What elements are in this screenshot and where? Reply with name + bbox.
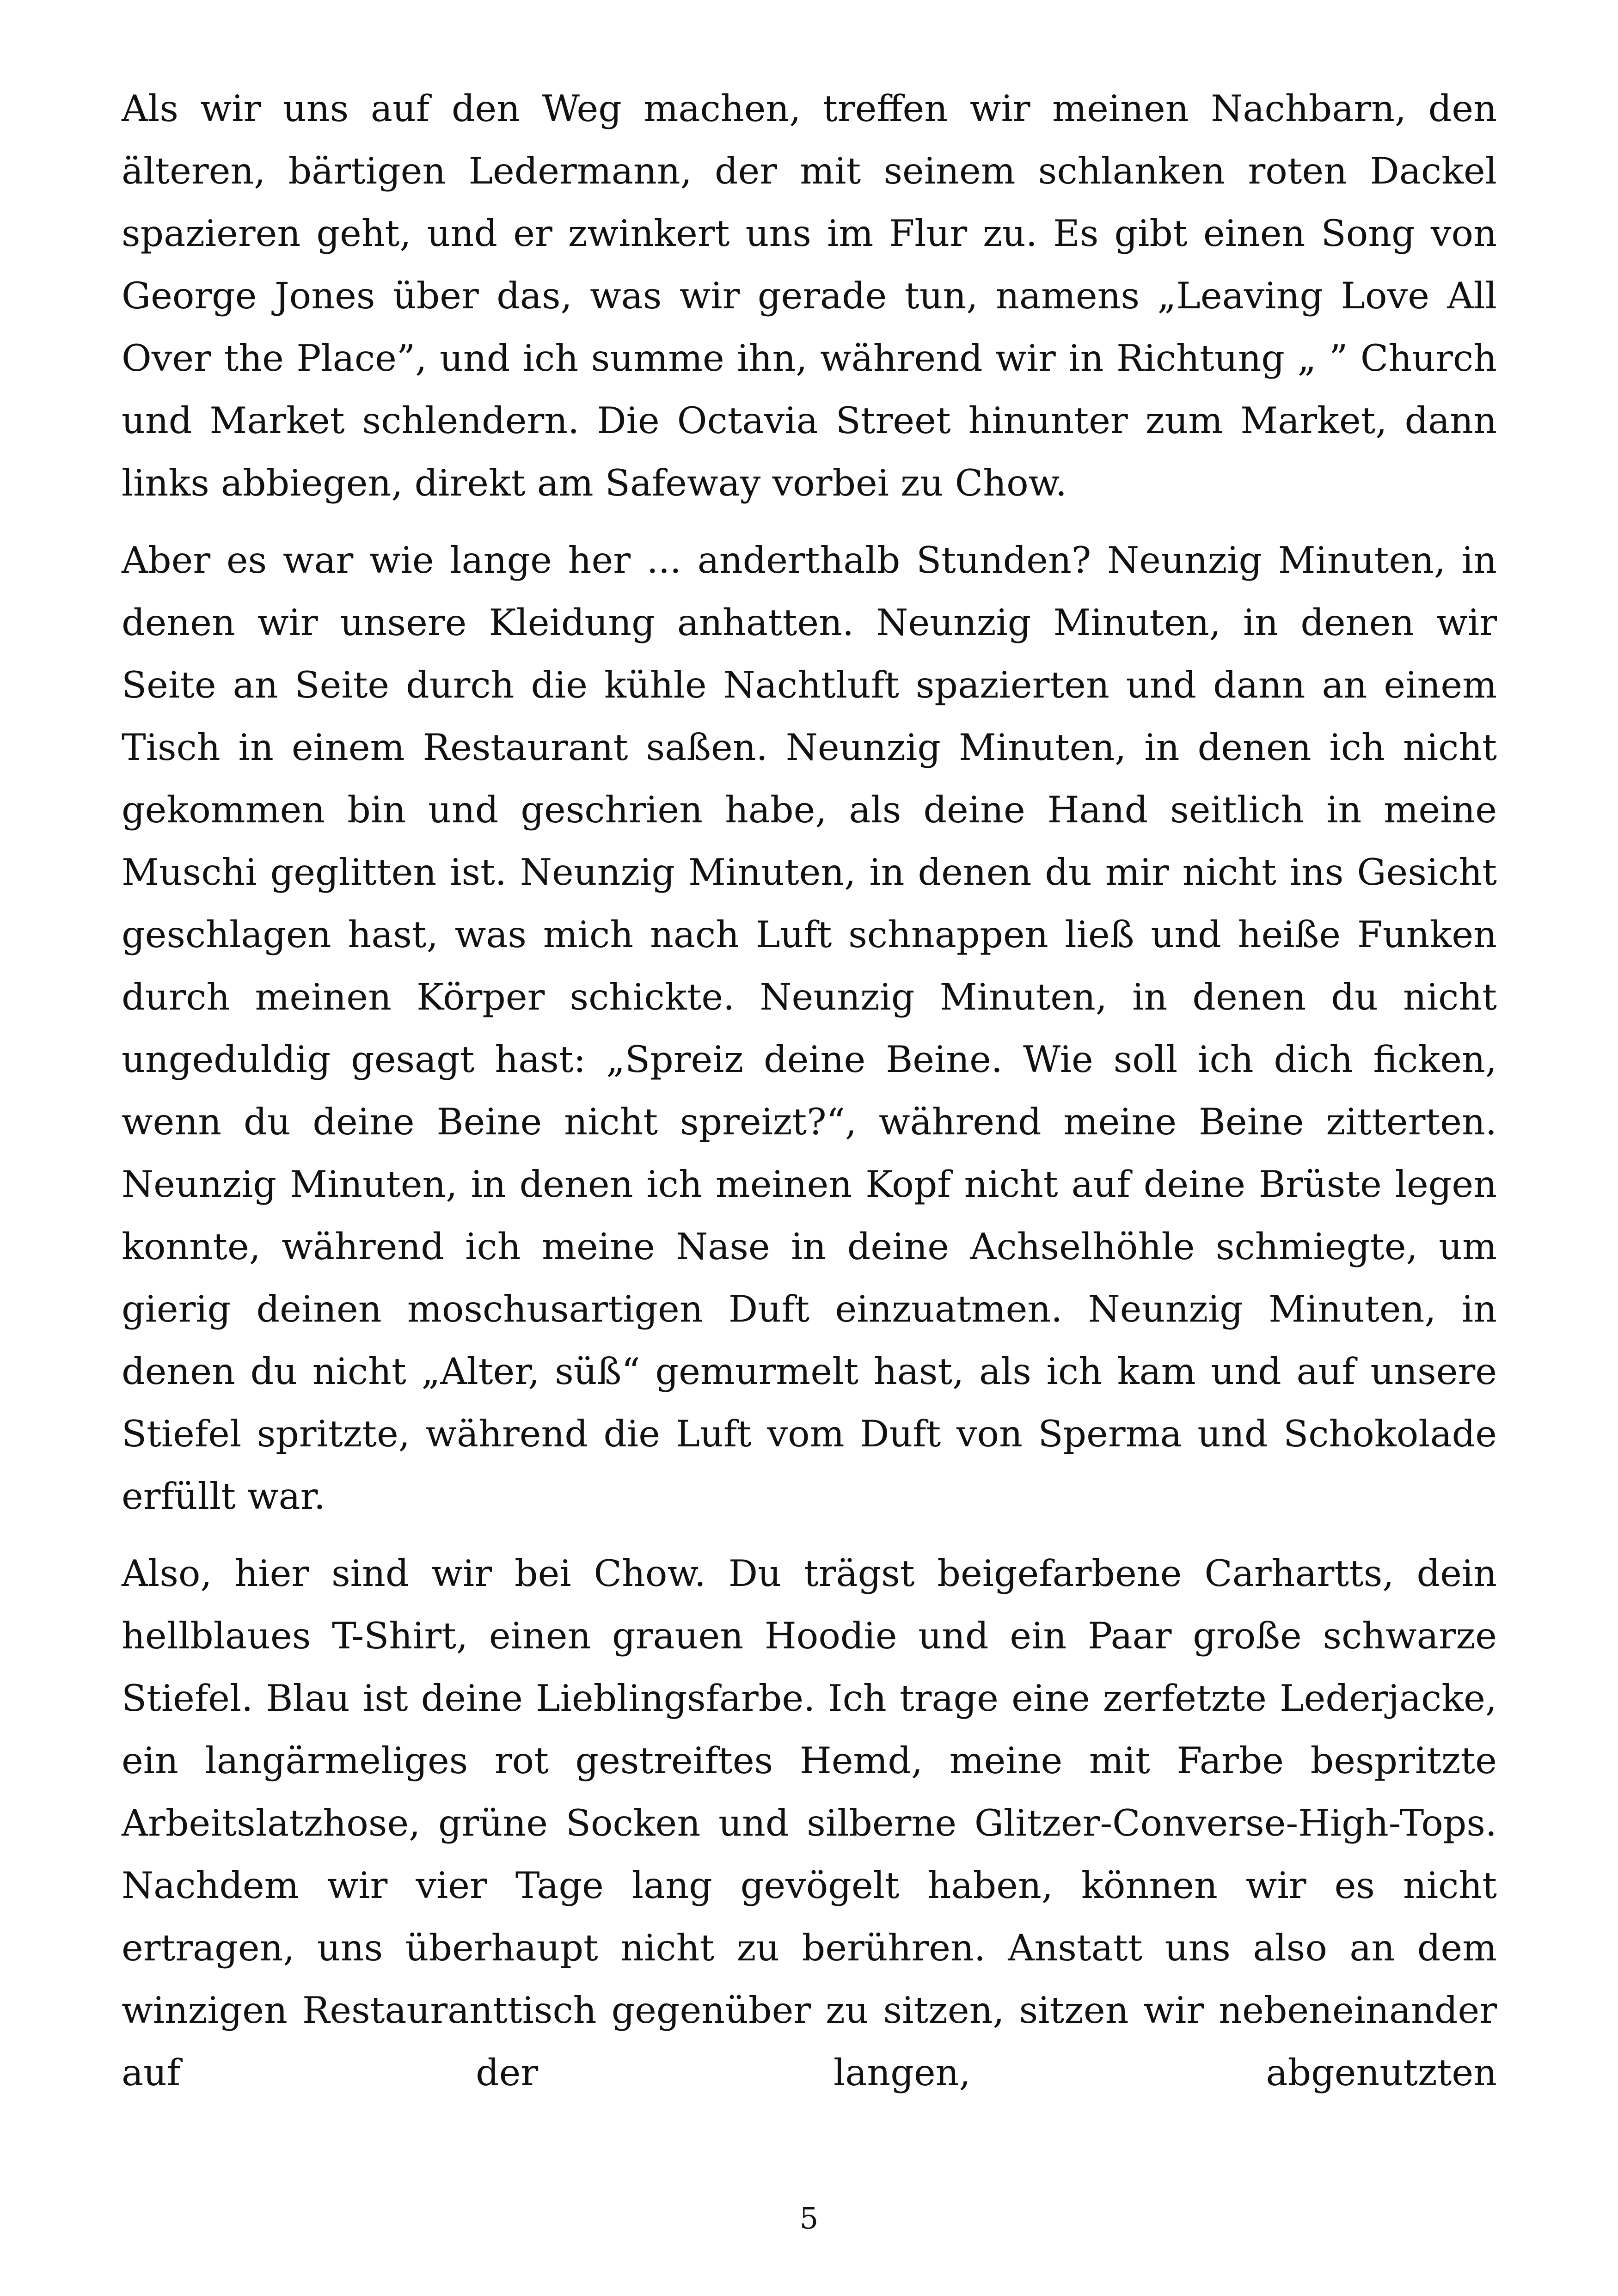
paragraph-1: Als wir uns auf den Weg machen, treffen wir meinen Nachbarn, den älteren, bärtigen Ledermann, der mit seinem schlanken roten Dackel spazieren geht, und er zwinkert uns im Flur zu. Es gibt einen Song von George Jones über das, was wir gerade tun, namens „Leaving Love All Over the Place”, und ich summe ihn, während wir in Richtung „ ” Church und Market schlendern. Die Octavia Street hinunter zum Market, dann links abbiegen, direkt am Safeway vorbei zu Chow. bbox=[122, 87, 1497, 504]
paragraph-2: Aber es war wie lange her ... anderthalb Stunden? Neunzig Minuten, in denen wir unsere Kleidung anhatten. Neunzig Minuten, in denen wir Seite an Seite durch die kühle Nachtluft spazierten und dann an einem Tisch in einem Restaurant saßen. Neunzig Minuten, in denen ich nicht gekommen bin und geschrien habe, als deine Hand seitlich in meine Muschi geglitten ist. Neunzig Minuten, in denen du mir nicht ins Gesicht geschlagen hast, was mich nach Luft schnappen ließ und heiße Funken durch meinen Körper schickte. Neunzig Minuten, in denen du nicht ungeduldig gesagt hast: „Spreiz deine Beine. Wie soll ich dich ficken, wenn du deine Beine nicht spreizt?“, während meine Beine zitterten. Neunzig Minuten, in denen ich meinen Kopf nicht auf deine Brüste legen konnte, während ich meine Nase in deine Achselhöhle schmiegte, um gierig deinen moschusartigen Duft einzuatmen. Neunzig Minuten, in denen du nicht „Alter, süß“ gemurmelt hast, als ich kam und auf unsere Stiefel spritzte, während die Luft vom Duft von Sperma und Schokolade erfüllt war. bbox=[122, 539, 1497, 1518]
body-text bbox=[122, 78, 1497, 2119]
paragraph-3: Also, hier sind wir bei Chow. Du trägst beigefarbene Carhartts, dein hellblaues T-Shirt, einen grauen Hoodie und ein Paar große schwarze Stiefel. Blau ist deine Lieblingsfarbe. Ich trage eine zerfetzte Lederjacke, ein langärmeliges rot gestreiftes Hemd, meine mit Farbe bespritzte Arbeitslatzhose, grüne Socken und silberne Glitzer-Converse-High-Tops. Nachdem wir vier Tage lang gevögelt haben, können wir es nicht ertragen, uns überhaupt nicht zu berühren. Anstatt uns also an dem winzigen Restauranttisch gegenüber zu sitzen, sitzen wir nebeneinander auf der langen, abgenutzten bbox=[122, 1552, 1497, 2094]
page-number: 5 bbox=[799, 2202, 819, 2236]
